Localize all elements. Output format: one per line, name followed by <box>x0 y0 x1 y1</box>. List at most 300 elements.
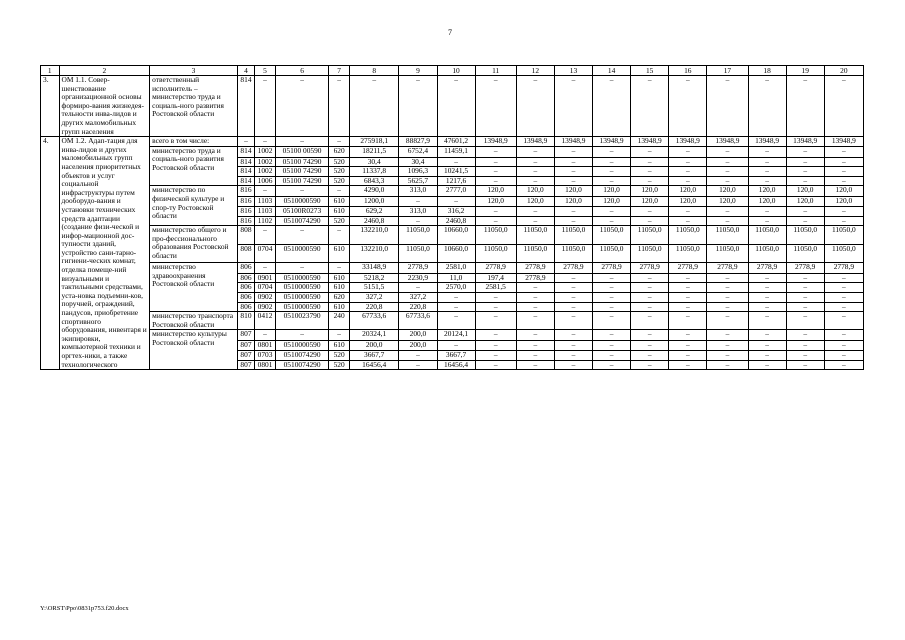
table-cell: 620 <box>329 293 350 303</box>
table-cell: – <box>748 302 786 312</box>
table-cell: 327,2 <box>349 293 398 303</box>
executor: ответственный исполнитель – министерство труда и социаль-ного развития Ростовской области <box>150 76 238 137</box>
table-cell: – <box>748 351 786 361</box>
table-cell: 13948,9 <box>748 137 786 147</box>
table-cell: – <box>824 283 863 293</box>
table-cell: – <box>554 76 592 137</box>
table-cell: – <box>786 360 824 370</box>
table-cell: 1002 <box>255 157 276 167</box>
table-cell: – <box>748 330 786 341</box>
table-cell: – <box>786 273 824 283</box>
table-cell: 120,0 <box>631 197 669 207</box>
table-cell: – <box>707 167 748 177</box>
table-cell: – <box>824 167 863 177</box>
table-cell: 1217,6 <box>437 176 475 186</box>
table-cell: 13948,9 <box>786 137 824 147</box>
table-cell: – <box>516 157 554 167</box>
header-row <box>41 66 864 76</box>
table-cell: 2778,9 <box>554 262 592 273</box>
table-cell: – <box>748 360 786 370</box>
table-cell: 05100 74290 <box>275 176 329 186</box>
table-cell: 1006 <box>255 176 276 186</box>
table-cell: – <box>669 176 707 186</box>
table-cell: – <box>824 216 863 226</box>
table-cell: 313,0 <box>399 186 437 197</box>
table-cell: 2778,9 <box>748 262 786 273</box>
table-cell: 30,4 <box>399 157 437 167</box>
table-cell: 2460,8 <box>349 216 398 226</box>
table-cell: – <box>748 273 786 283</box>
table-cell: 816 <box>237 186 255 197</box>
table-cell: – <box>593 207 631 217</box>
table-cell: 120,0 <box>824 197 863 207</box>
table-cell: – <box>748 293 786 303</box>
table-cell: 11050,0 <box>707 245 748 263</box>
table-cell: – <box>475 76 516 137</box>
table-cell: 1103 <box>255 197 276 207</box>
table-row <box>41 312 864 330</box>
table-cell: – <box>475 167 516 177</box>
table-cell: – <box>631 341 669 351</box>
table-cell: 16456,4 <box>349 360 398 370</box>
table-cell: – <box>475 293 516 303</box>
table-cell: 10241,5 <box>437 167 475 177</box>
table-cell: 0902 <box>255 293 276 303</box>
table-cell: 13948,9 <box>707 137 748 147</box>
table-cell: 0801 <box>255 360 276 370</box>
table-cell: 0510000590 <box>275 302 329 312</box>
table-cell: 814 <box>237 76 255 137</box>
table-cell: – <box>786 351 824 361</box>
table-cell: – <box>399 351 437 361</box>
table-cell: 05100 00590 <box>275 146 329 157</box>
table-cell: 610 <box>329 341 350 351</box>
table-cell: – <box>669 273 707 283</box>
table-cell: – <box>275 330 329 341</box>
table-cell: – <box>399 360 437 370</box>
table-cell: – <box>707 312 748 330</box>
table-cell: 3667,7 <box>349 351 398 361</box>
table-cell: 0902 <box>255 302 276 312</box>
table-cell: 11,0 <box>437 273 475 283</box>
table-cell: – <box>516 330 554 341</box>
table-cell: – <box>475 207 516 217</box>
table-cell: 220,8 <box>349 302 398 312</box>
table-cell: 2460,8 <box>437 216 475 226</box>
table-cell: 11050,0 <box>669 226 707 245</box>
table-cell: 1102 <box>255 216 276 226</box>
table-cell: 1002 <box>255 167 276 177</box>
table-cell: 120,0 <box>786 186 824 197</box>
table-cell: 1103 <box>255 207 276 217</box>
table-cell: – <box>593 146 631 157</box>
table-cell: – <box>824 360 863 370</box>
table-cell: 120,0 <box>475 186 516 197</box>
table-cell: 0510000590 <box>275 293 329 303</box>
table-cell: 1002 <box>255 146 276 157</box>
table-cell: – <box>593 216 631 226</box>
table-cell: – <box>748 207 786 217</box>
measure-name: ОМ 1.2. Адап-тация для инва-лидов и других маломобильных групп населения приоритетных объектов и услуг социальной инфраструктуры путем дооборудо-вания и установки технических средств адаптации (создание физи-ческой и инфор-мационной дос-тупности зданий, устройство сани-тарно-гигиени-ческих комнат, отделка помеще-ний визуальными и тактильными средствами, уста-новка подъемни-ков, поручней, ограждений, пандусов, приобретение спортивного оборудования, инвентаря и экипировки, компьютерной техники и оргтех-ники, а также технологического <box>59 137 150 370</box>
table-cell: – <box>437 341 475 351</box>
header-cell: 14 <box>593 66 631 76</box>
table-cell: 806 <box>237 283 255 293</box>
table-cell: 13948,9 <box>554 137 592 147</box>
header-cell: 8 <box>349 66 398 76</box>
table-cell: – <box>275 76 329 137</box>
header-cell: 19 <box>786 66 824 76</box>
table-cell: – <box>516 207 554 217</box>
table-cell: – <box>669 76 707 137</box>
table-cell: 1096,3 <box>399 167 437 177</box>
table-cell: – <box>593 283 631 293</box>
table-cell: – <box>631 302 669 312</box>
table-cell: 5151,5 <box>349 283 398 293</box>
table-cell: – <box>631 283 669 293</box>
table-cell: 120,0 <box>593 186 631 197</box>
table-cell: – <box>255 186 276 197</box>
table-cell: 11050,0 <box>631 245 669 263</box>
table-cell: – <box>631 176 669 186</box>
table-cell: 67733,6 <box>349 312 398 330</box>
table-cell: – <box>475 312 516 330</box>
table-cell: – <box>824 76 863 137</box>
table-cell: – <box>631 293 669 303</box>
table-cell: – <box>399 76 437 137</box>
table-cell: – <box>554 341 592 351</box>
table-cell: 120,0 <box>669 197 707 207</box>
table-cell: 120,0 <box>669 186 707 197</box>
header-cell: 16 <box>669 66 707 76</box>
table-cell: – <box>748 157 786 167</box>
table-cell: – <box>748 341 786 351</box>
table-cell: – <box>669 302 707 312</box>
header-cell: 3 <box>150 66 238 76</box>
table-row <box>41 76 864 137</box>
table-cell: – <box>824 146 863 157</box>
table-cell: 11050,0 <box>824 245 863 263</box>
table-cell: 13948,9 <box>824 137 863 147</box>
table-cell: – <box>707 302 748 312</box>
table-cell: – <box>786 157 824 167</box>
table-cell: – <box>824 302 863 312</box>
table-cell: 313,0 <box>399 207 437 217</box>
table-cell: – <box>593 312 631 330</box>
table-cell: – <box>631 216 669 226</box>
footer-path: Y:\ORST\Ppo\0831p753.f20.docx <box>40 605 129 612</box>
table-cell: 0412 <box>255 312 276 330</box>
table-cell: – <box>707 207 748 217</box>
table-cell: 520 <box>329 176 350 186</box>
table-cell: – <box>275 137 329 147</box>
table-cell: – <box>631 351 669 361</box>
table-cell: – <box>786 302 824 312</box>
table-cell: – <box>516 341 554 351</box>
table-cell: 120,0 <box>475 197 516 207</box>
table-cell: – <box>255 226 276 245</box>
table-cell: – <box>786 207 824 217</box>
table-cell: – <box>631 157 669 167</box>
table-cell: – <box>669 293 707 303</box>
table-cell: 120,0 <box>824 186 863 197</box>
table-cell: 88827,9 <box>399 137 437 147</box>
table-cell: – <box>437 76 475 137</box>
table-cell: – <box>554 312 592 330</box>
table-cell: 3667,7 <box>437 351 475 361</box>
table-cell: – <box>437 312 475 330</box>
row-number: 3. <box>41 76 60 137</box>
table-cell: 30,4 <box>349 157 398 167</box>
table-cell: – <box>707 157 748 167</box>
table-cell: 0510074290 <box>275 360 329 370</box>
table-cell: 11050,0 <box>786 226 824 245</box>
table-cell: – <box>707 76 748 137</box>
table-cell: – <box>748 167 786 177</box>
table-cell: – <box>707 273 748 283</box>
table-cell: – <box>554 216 592 226</box>
table-cell: 814 <box>237 157 255 167</box>
table-cell: – <box>516 283 554 293</box>
table-cell: 0510000590 <box>275 283 329 293</box>
table-cell: 620 <box>329 146 350 157</box>
table-cell: 520 <box>329 351 350 361</box>
table-cell: – <box>631 167 669 177</box>
table-cell: 520 <box>329 157 350 167</box>
table-cell: – <box>824 273 863 283</box>
table-cell: – <box>554 330 592 341</box>
table-cell: 316,2 <box>437 207 475 217</box>
table-cell: – <box>516 302 554 312</box>
table-cell: 10660,0 <box>437 245 475 263</box>
header-cell: 1 <box>41 66 60 76</box>
table-cell: 20324,1 <box>349 330 398 341</box>
table-cell: – <box>554 293 592 303</box>
table-cell: 11050,0 <box>824 226 863 245</box>
table-cell: – <box>516 176 554 186</box>
table-cell: 220,8 <box>399 302 437 312</box>
table-cell: – <box>554 283 592 293</box>
table-cell: 11050,0 <box>786 245 824 263</box>
table-cell: 120,0 <box>554 197 592 207</box>
table-cell: – <box>554 167 592 177</box>
table-cell: – <box>824 207 863 217</box>
table-cell: 120,0 <box>631 186 669 197</box>
table-cell: 11050,0 <box>516 226 554 245</box>
table-cell: – <box>631 330 669 341</box>
table-cell: – <box>349 76 398 137</box>
table-cell: 0510023790 <box>275 312 329 330</box>
table-cell: – <box>786 76 824 137</box>
table-cell: 11050,0 <box>475 245 516 263</box>
table-cell: – <box>475 360 516 370</box>
header-cell: 15 <box>631 66 669 76</box>
table-cell: – <box>669 341 707 351</box>
table-cell: – <box>786 146 824 157</box>
executor: министерство труда и социаль-ного развития Ростовской области <box>150 146 238 186</box>
table-cell: – <box>554 157 592 167</box>
table-cell: – <box>748 216 786 226</box>
header-cell: 5 <box>255 66 276 76</box>
table-cell: – <box>824 330 863 341</box>
executor: министерство здравоохранения Ростовской области <box>150 262 238 311</box>
table-cell: – <box>255 262 276 273</box>
table-cell: – <box>786 176 824 186</box>
table-cell: – <box>255 330 276 341</box>
table-cell: 2777,0 <box>437 186 475 197</box>
table-cell: – <box>554 207 592 217</box>
table-cell: 11050,0 <box>554 226 592 245</box>
table-cell: 11050,0 <box>748 245 786 263</box>
table-row <box>41 262 864 273</box>
table-cell: 67733,6 <box>399 312 437 330</box>
table-cell: – <box>554 146 592 157</box>
table-cell: 2581,0 <box>437 262 475 273</box>
table-cell: – <box>399 283 437 293</box>
table-cell: 2778,9 <box>631 262 669 273</box>
table-cell: 0510000590 <box>275 273 329 283</box>
table-cell: – <box>786 167 824 177</box>
table-cell: – <box>669 167 707 177</box>
table-cell: – <box>669 146 707 157</box>
table-cell: – <box>275 186 329 197</box>
table-cell: – <box>748 176 786 186</box>
table-cell: – <box>631 207 669 217</box>
table-cell: 610 <box>329 197 350 207</box>
table-cell: 11050,0 <box>516 245 554 263</box>
table-cell: 240 <box>329 312 350 330</box>
table-cell: – <box>475 330 516 341</box>
table-cell: 120,0 <box>707 186 748 197</box>
table-cell: – <box>786 216 824 226</box>
table-cell: 20124,1 <box>437 330 475 341</box>
table-cell: 11050,0 <box>554 245 592 263</box>
table-cell: – <box>824 293 863 303</box>
table-cell: 610 <box>329 245 350 263</box>
table-cell: – <box>593 157 631 167</box>
table-cell: – <box>707 146 748 157</box>
table-cell: – <box>255 76 276 137</box>
header-cell: 17 <box>707 66 748 76</box>
table-cell: – <box>631 360 669 370</box>
table-cell: – <box>255 137 276 147</box>
table-row <box>41 137 864 147</box>
table-cell: 132210,0 <box>349 245 398 263</box>
table-cell: 0510000590 <box>275 197 329 207</box>
table-cell: 816 <box>237 207 255 217</box>
table-cell: 120,0 <box>516 197 554 207</box>
table-cell: – <box>669 207 707 217</box>
table-cell: 11050,0 <box>748 226 786 245</box>
table-cell: 200,0 <box>399 330 437 341</box>
table-cell: 806 <box>237 273 255 283</box>
table-cell: 0704 <box>255 245 276 263</box>
table-cell: 33148,9 <box>349 262 398 273</box>
table-cell: – <box>786 312 824 330</box>
header-cell: 11 <box>475 66 516 76</box>
table-cell: 2778,9 <box>669 262 707 273</box>
table-cell: – <box>824 351 863 361</box>
table-cell: 0901 <box>255 273 276 283</box>
table-cell: 16456,4 <box>437 360 475 370</box>
table-cell: 0510000590 <box>275 245 329 263</box>
table-cell: 0703 <box>255 351 276 361</box>
table-cell: – <box>399 197 437 207</box>
table-cell: – <box>786 293 824 303</box>
table-cell: 2778,9 <box>516 262 554 273</box>
header-cell: 9 <box>399 66 437 76</box>
table-cell: 11050,0 <box>593 226 631 245</box>
table-cell: 5218,2 <box>349 273 398 283</box>
table-cell: 275918,1 <box>349 137 398 147</box>
table-cell: 806 <box>237 302 255 312</box>
table-row <box>41 226 864 245</box>
table-cell: 520 <box>329 216 350 226</box>
table-cell: – <box>593 293 631 303</box>
table-cell: – <box>786 283 824 293</box>
table-cell: – <box>329 226 350 245</box>
table-cell: 0510074290 <box>275 351 329 361</box>
table-cell: 120,0 <box>593 197 631 207</box>
table-cell: 808 <box>237 245 255 263</box>
table-cell: 13948,9 <box>516 137 554 147</box>
table-cell: – <box>748 146 786 157</box>
table-cell: 0801 <box>255 341 276 351</box>
table-cell: – <box>399 216 437 226</box>
table-cell: – <box>824 341 863 351</box>
table-cell: – <box>329 186 350 197</box>
table-row <box>41 186 864 197</box>
table-cell: 197,4 <box>475 273 516 283</box>
page-number: 7 <box>448 28 452 37</box>
table-cell: 13948,9 <box>475 137 516 147</box>
table-cell: 2778,9 <box>707 262 748 273</box>
table-cell: 807 <box>237 360 255 370</box>
table-cell: – <box>475 341 516 351</box>
table-cell: 2778,9 <box>475 262 516 273</box>
program-table <box>40 65 864 370</box>
table-cell: – <box>437 293 475 303</box>
table-cell: 05100R0273 <box>275 207 329 217</box>
table-cell: 13948,9 <box>669 137 707 147</box>
table-cell: 2778,9 <box>824 262 863 273</box>
table-cell: – <box>593 302 631 312</box>
table-cell: 816 <box>237 216 255 226</box>
table-cell: – <box>516 293 554 303</box>
table-cell: – <box>707 216 748 226</box>
table-cell: – <box>824 157 863 167</box>
table-cell: 120,0 <box>554 186 592 197</box>
table-cell: – <box>554 273 592 283</box>
table-cell: 11050,0 <box>399 226 437 245</box>
table-cell: 11050,0 <box>593 245 631 263</box>
table-cell: – <box>669 312 707 330</box>
table-cell: – <box>593 341 631 351</box>
table-cell: – <box>669 351 707 361</box>
table-cell: 4290,0 <box>349 186 398 197</box>
table-cell: 2230,9 <box>399 273 437 283</box>
table-cell: – <box>631 146 669 157</box>
table-cell: 629,2 <box>349 207 398 217</box>
table-cell: 610 <box>329 283 350 293</box>
table-cell: 807 <box>237 351 255 361</box>
table-cell: – <box>554 176 592 186</box>
table-cell: 2778,9 <box>593 262 631 273</box>
table-cell: 120,0 <box>786 197 824 207</box>
table-cell: 2778,9 <box>399 262 437 273</box>
table-cell: – <box>593 76 631 137</box>
table-cell: – <box>824 176 863 186</box>
table-cell: 11050,0 <box>631 226 669 245</box>
